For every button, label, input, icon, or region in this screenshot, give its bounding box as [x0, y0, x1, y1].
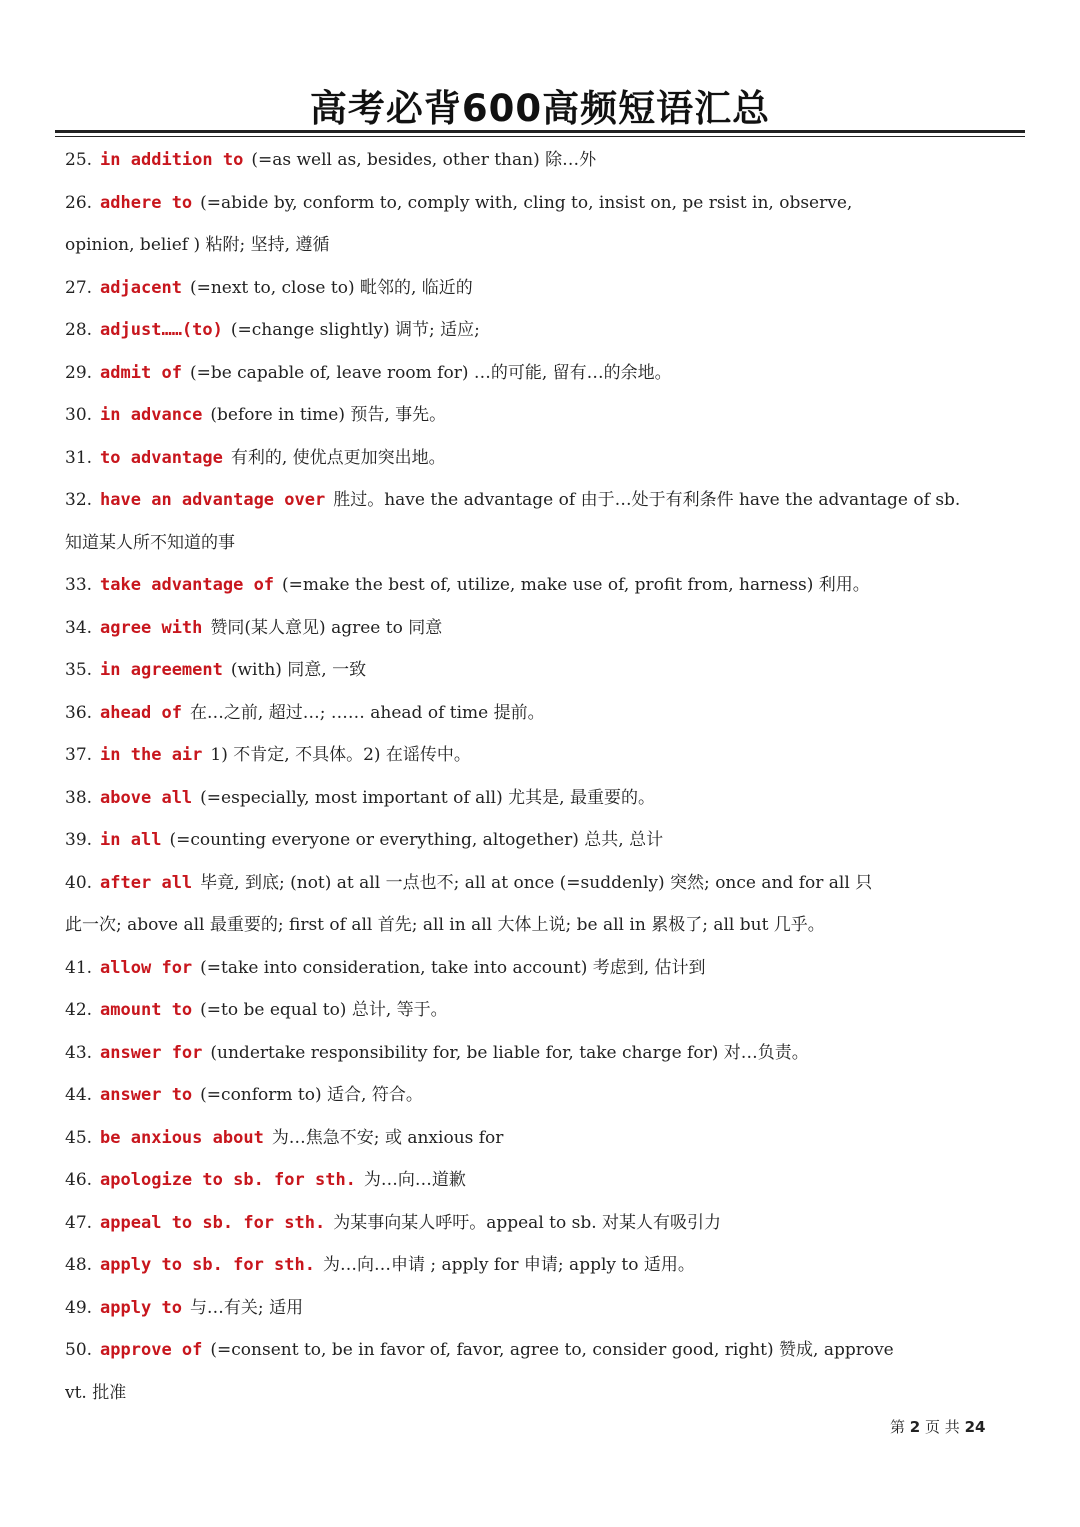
entry-phrase: in all [100, 830, 162, 850]
entry-number: 41. [65, 957, 93, 978]
phrase-entry [65, 1126, 1020, 1150]
phrase-entry [65, 488, 1020, 512]
entry-definition: 胜过。have the advantage of 由于…处于有利条件 have the advantage of sb. [333, 490, 961, 510]
phrase-entry [65, 318, 1020, 342]
entry-definition: 为…向…申请 ; apply for 申请; apply to 适用。 [322, 1255, 695, 1275]
entry-phrase: take advantage of [100, 575, 275, 595]
entry-phrase: apply to [100, 1297, 182, 1318]
phrase-entry [65, 871, 1020, 895]
entry-phrase: after all [100, 872, 193, 893]
entry-phrase: above all [100, 787, 193, 808]
entry-number: 35. [65, 660, 93, 680]
entry-phrase: ahead of [100, 702, 182, 723]
title-rule-thick [55, 130, 1025, 133]
entry-number: 25. [65, 150, 93, 170]
phrase-entry [65, 743, 1020, 767]
entry-definition: 知道某人所不知道的事 [65, 532, 235, 553]
phrase-entry [65, 616, 1020, 640]
entry-phrase: in advance [100, 405, 203, 425]
entry-continuation [65, 1381, 1020, 1405]
entry-number: 29. [65, 362, 93, 383]
phrase-entry [65, 786, 1020, 810]
entry-number: 47. [65, 1212, 93, 1233]
entry-definition: 毕竟, 到底; (not) at all 一点也不; all at once (=suddenly) 突然; once and for all 只 [200, 872, 873, 893]
entry-number: 39. [65, 830, 93, 850]
entry-continuation [65, 531, 1020, 555]
phrase-entry [65, 1296, 1020, 1320]
phrase-entry [65, 1211, 1020, 1235]
entry-phrase: appeal to sb. for sth. [100, 1212, 326, 1233]
phrase-entry [65, 191, 1020, 215]
entry-continuation [65, 913, 1020, 937]
entry-number: 26. [65, 192, 93, 213]
entry-definition: (=take into consideration, take into account) 考虑到, 估计到 [200, 957, 706, 978]
entry-definition: 为某事向某人呼吁。appeal to sb. 对某人有吸引力 [333, 1212, 722, 1233]
phrase-entry [65, 701, 1020, 725]
entry-definition: 有利的, 使优点更加突出地。 [230, 447, 446, 468]
entry-number: 30. [65, 405, 93, 425]
entry-number: 37. [65, 745, 93, 765]
entry-definition: 为…向…道歉 [363, 1170, 466, 1190]
entry-definition: 赞同(某人意见) agree to 同意 [210, 617, 443, 638]
entry-definition: (=be capable of, leave room for) …的可能, 留有…的余地。 [189, 362, 672, 383]
entry-number: 44. [65, 1085, 93, 1105]
footer-mid: 页 共 [925, 1418, 960, 1436]
entry-phrase: in agreement [100, 660, 223, 680]
entry-definition: 与…有关; 适用 [189, 1297, 304, 1318]
entry-number: 36. [65, 702, 93, 723]
entry-number: 49. [65, 1297, 93, 1318]
entry-number: 46. [65, 1170, 93, 1190]
entry-definition: (=as well as, besides, other than) 除…外 [251, 150, 597, 170]
entry-definition: (=make the best of, utilize, make use of, profit from, harness) 利用。 [282, 575, 870, 595]
entry-number: 34. [65, 617, 93, 638]
footer-total-pages: 24 [964, 1418, 986, 1436]
entry-phrase: adjust……(to) [100, 320, 223, 340]
entry-definition: (=especially, most important of all) 尤其是, 最重要的。 [200, 787, 655, 808]
entry-number: 42. [65, 1000, 93, 1020]
entry-definition: (=counting everyone or everything, altogether) 总共, 总计 [169, 830, 664, 850]
phrase-entry [65, 1041, 1020, 1065]
entry-number: 40. [65, 872, 93, 893]
entry-phrase: in the air [100, 745, 203, 765]
phrase-entry [65, 658, 1020, 682]
entry-number: 45. [65, 1127, 93, 1148]
entry-phrase: apply to sb. for sth. [100, 1255, 315, 1275]
entry-number: 28. [65, 320, 93, 340]
entry-definition: (=change slightly) 调节; 适应; [230, 320, 480, 340]
entry-definition: 为…焦急不安; 或 anxious for [271, 1127, 504, 1148]
entry-definition: vt. 批准 [65, 1382, 127, 1403]
entry-number: 33. [65, 575, 93, 595]
entry-definition: (=conform to) 适合, 符合。 [200, 1085, 423, 1105]
phrase-entry [65, 998, 1020, 1022]
phrase-entry [65, 956, 1020, 980]
entry-number: 31. [65, 447, 93, 468]
page-footer [890, 1416, 985, 1437]
page-title: 高考必背600高频短语汇总 [309, 87, 771, 130]
phrase-entry [65, 446, 1020, 470]
entry-definition: 1) 不肯定, 不具体。2) 在谣传中。 [210, 745, 471, 765]
entry-phrase: admit of [100, 362, 182, 383]
entry-definition: opinion, belief ) 粘附; 坚持, 遵循 [65, 235, 330, 255]
entry-phrase: in addition to [100, 150, 244, 170]
entry-phrase: adhere to [100, 192, 193, 213]
entry-definition: (undertake responsibility for, be liable for, take charge for) 对…负责。 [210, 1042, 809, 1063]
phrase-entry [65, 573, 1020, 597]
entry-phrase: adjacent [100, 277, 182, 298]
phrase-entry [65, 148, 1020, 172]
phrase-entry [65, 276, 1020, 300]
entry-definition: 此一次; above all 最重要的; first of all 首先; all in all 大体上说; be all in 累极了; all but 几乎。 [65, 915, 825, 935]
entry-phrase: apologize to sb. for sth. [100, 1170, 356, 1190]
entry-phrase: agree with [100, 617, 203, 638]
entry-definition: (with) 同意, 一致 [230, 660, 367, 680]
entry-phrase: be anxious about [100, 1127, 264, 1148]
phrase-entry [65, 828, 1020, 852]
entry-number: 38. [65, 787, 93, 808]
phrase-entry [65, 1338, 1020, 1362]
entry-number: 32. [65, 490, 93, 510]
title-rule-thin [55, 136, 1025, 137]
entry-phrase: allow for [100, 957, 193, 978]
entry-number: 50. [65, 1340, 93, 1360]
entry-definition: (=to be equal to) 总计, 等于。 [200, 1000, 448, 1020]
phrase-entry [65, 1083, 1020, 1107]
phrase-entry [65, 1253, 1020, 1277]
entry-number: 27. [65, 277, 93, 298]
entry-number: 48. [65, 1255, 93, 1275]
entry-phrase: answer to [100, 1085, 193, 1105]
entry-continuation [65, 233, 1020, 257]
entry-number: 43. [65, 1042, 93, 1063]
entry-definition: (=consent to, be in favor of, favor, agree to, consider good, right) 赞成, approve [210, 1340, 894, 1360]
entry-definition: 在…之前, 超过…; …… ahead of time 提前。 [189, 702, 545, 723]
entry-phrase: to advantage [100, 447, 223, 468]
entry-definition: (=next to, close to) 毗邻的, 临近的 [189, 277, 473, 298]
entry-definition: (=abide by, conform to, comply with, cling to, insist on, pe rsist in, observe, [200, 192, 853, 213]
footer-page-number: 2 [909, 1418, 921, 1436]
phrase-entry [65, 403, 1020, 427]
phrase-entry [65, 1168, 1020, 1192]
entry-phrase: approve of [100, 1340, 203, 1360]
entry-phrase: amount to [100, 1000, 193, 1020]
footer-prefix: 第 [890, 1418, 906, 1436]
entry-phrase: have an advantage over [100, 490, 326, 510]
phrase-entry [65, 361, 1020, 385]
entry-phrase: answer for [100, 1042, 203, 1063]
entry-definition: (before in time) 预告, 事先。 [210, 405, 447, 425]
